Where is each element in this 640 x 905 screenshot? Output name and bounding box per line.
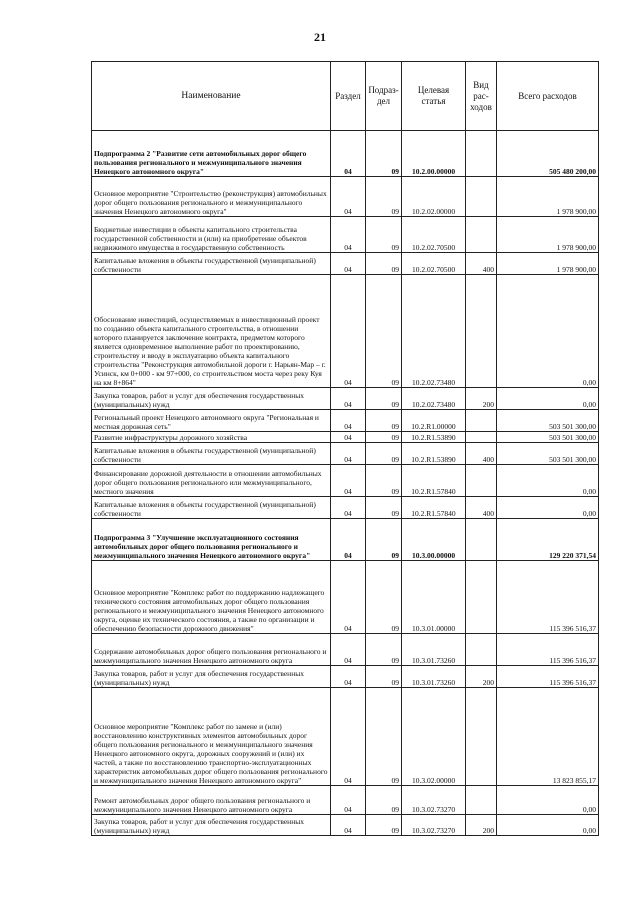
- row-section: 04: [331, 217, 366, 253]
- row-amount: 129 220 371,54: [497, 519, 599, 561]
- row-section: 04: [331, 786, 366, 815]
- row-target: 10.2.02.70500: [402, 253, 466, 275]
- row-target: 10.3.02.73270: [402, 815, 466, 836]
- row-target: 10.2.R1.53890: [402, 432, 466, 443]
- row-expense-type: 400: [466, 253, 497, 275]
- row-subsection: 09: [366, 465, 402, 497]
- table-header-row: [92, 62, 599, 131]
- row-name: Содержание автомобильных дорог общего пользования регионального и межмуниципального значения Ненецкого автономного округа: [92, 634, 331, 666]
- row-section: 04: [331, 688, 366, 786]
- row-target: 10.3.01.73260: [402, 666, 466, 688]
- table-row: [92, 275, 599, 388]
- row-name: Обоснование инвестиций, осуществляемых в инвестиционный проект по созданию объекта капитального строительства, в отношении которого планируется заключение контракта, предметом которого является одновременное выполнение работ по проектированию, строительству и вводу в эксплуатацию объекта капитального строительства "Реконструкция автомобильной дороги г. Нарьян-Мар – г. Усинск, км 0+000 - км 97+000, со строительством моста через реку Куя на км 8+864": [92, 275, 331, 388]
- table-row: [92, 388, 599, 410]
- row-expense-type: [466, 561, 497, 634]
- header-target: Целевая статья: [402, 62, 466, 131]
- row-section: 04: [331, 432, 366, 443]
- row-amount: 0,00: [497, 275, 599, 388]
- row-section: 04: [331, 443, 366, 465]
- row-name: Ремонт автомобильных дорог общего пользования регионального и межмуниципального значения Ненецкого автономного округа: [92, 786, 331, 815]
- row-amount: 1 978 900,00: [497, 217, 599, 253]
- row-name: Закупка товаров, работ и услуг для обеспечения государственных (муниципальных) нужд: [92, 815, 331, 836]
- row-subsection: 09: [366, 275, 402, 388]
- row-target: 10.3.02.73270: [402, 786, 466, 815]
- row-expense-type: [466, 177, 497, 217]
- table-row: [92, 519, 599, 561]
- row-target: 10.2.02.73480: [402, 388, 466, 410]
- row-section: 04: [331, 465, 366, 497]
- row-name: Финансирование дорожной деятельности в отношении автомобильных дорог общего пользования регионального или межмуниципального, местного значения: [92, 465, 331, 497]
- row-section: 04: [331, 131, 366, 177]
- table-row: [92, 217, 599, 253]
- row-subsection: 09: [366, 666, 402, 688]
- row-expense-type: [466, 519, 497, 561]
- table-row: [92, 688, 599, 786]
- row-name: Региональный проект Ненецкого автономного округа "Региональная и местная дорожная сеть": [92, 410, 331, 432]
- row-subsection: 09: [366, 519, 402, 561]
- row-subsection: 09: [366, 388, 402, 410]
- header-expense-type: Вид рас- ходов: [466, 62, 497, 131]
- row-section: 04: [331, 666, 366, 688]
- row-subsection: 09: [366, 432, 402, 443]
- row-expense-type: [466, 786, 497, 815]
- row-expense-type: 400: [466, 497, 497, 519]
- row-expense-type: [466, 688, 497, 786]
- row-name: Закупка товаров, работ и услуг для обеспечения государственных (муниципальных) нужд: [92, 666, 331, 688]
- table-row: [92, 177, 599, 217]
- row-name: Капитальные вложения в объекты государственной (муниципальной) собственности: [92, 253, 331, 275]
- row-section: 04: [331, 497, 366, 519]
- row-expense-type: [466, 410, 497, 432]
- table-row: [92, 410, 599, 432]
- row-name: Капитальные вложения в объекты государственной (муниципальной) собственности: [92, 443, 331, 465]
- row-subsection: 09: [366, 786, 402, 815]
- row-amount: 0,00: [497, 388, 599, 410]
- row-name: Подпрограмма 3 "Улучшение эксплуатационного состояния автомобильных дорог общего пользования регионального и межмуниципального значения Ненецкого автономного округа": [92, 519, 331, 561]
- table-row: [92, 634, 599, 666]
- row-expense-type: 400: [466, 443, 497, 465]
- row-amount: 505 480 200,00: [497, 131, 599, 177]
- row-amount: 503 501 300,00: [497, 443, 599, 465]
- row-subsection: 09: [366, 497, 402, 519]
- row-amount: 503 501 300,00: [497, 432, 599, 443]
- table-row: [92, 786, 599, 815]
- row-section: 04: [331, 275, 366, 388]
- row-target: 10.2.R1.57840: [402, 465, 466, 497]
- row-target: 10.2.00.00000: [402, 131, 466, 177]
- row-amount: 1 978 900,00: [497, 177, 599, 217]
- row-expense-type: 200: [466, 815, 497, 836]
- row-target: 10.3.01.00000: [402, 561, 466, 634]
- row-amount: 115 396 516,37: [497, 634, 599, 666]
- row-section: 04: [331, 177, 366, 217]
- row-subsection: 09: [366, 561, 402, 634]
- row-target: 10.3.00.00000: [402, 519, 466, 561]
- row-target: 10.2.R1.00000: [402, 410, 466, 432]
- row-name: Основное мероприятие "Комплекс работ по поддержанию надлежащего технического состояния автомобильных дорог общего пользования регионального и межмуниципального значения Ненецкого автономного округа, оценке их технического состояния, а также по организации и обеспечению безопасности дорожного движения": [92, 561, 331, 634]
- row-subsection: 09: [366, 253, 402, 275]
- row-subsection: 09: [366, 634, 402, 666]
- row-section: 04: [331, 634, 366, 666]
- header-section: Раздел: [331, 62, 366, 131]
- row-name: Закупка товаров, работ и услуг для обеспечения государственных (муниципальных) нужд: [92, 388, 331, 410]
- row-subsection: 09: [366, 688, 402, 786]
- table-row: [92, 815, 599, 836]
- row-expense-type: 200: [466, 388, 497, 410]
- table-row: [92, 253, 599, 275]
- row-amount: 0,00: [497, 465, 599, 497]
- row-amount: 115 396 516,37: [497, 666, 599, 688]
- row-amount: 0,00: [497, 786, 599, 815]
- row-target: 10.3.01.73260: [402, 634, 466, 666]
- row-amount: 13 823 855,17: [497, 688, 599, 786]
- row-expense-type: [466, 275, 497, 388]
- row-target: 10.2.02.73480: [402, 275, 466, 388]
- table-row: [92, 561, 599, 634]
- header-subsection: Подраз- дел: [366, 62, 402, 131]
- row-name: Основное мероприятие "Комплекс работ по замене и (или) восстановлению конструктивных элементов автомобильных дорог общего пользования регионального и межмуниципального значения Ненецкого автономного округа, дорожных сооружений и (или) их частей, а также по восстановлению транспортно-эксплуатационных характеристик автомобильных дорог общего пользования регионального и межмуниципального значения Ненецкого автономного округа": [92, 688, 331, 786]
- row-target: 10.2.R1.57840: [402, 497, 466, 519]
- row-expense-type: [466, 432, 497, 443]
- row-subsection: 09: [366, 443, 402, 465]
- header-name: Наименование: [92, 62, 331, 131]
- row-subsection: 09: [366, 410, 402, 432]
- row-expense-type: 200: [466, 666, 497, 688]
- expenditure-table: [91, 61, 599, 836]
- page-number: 21: [314, 30, 326, 44]
- row-amount: 0,00: [497, 497, 599, 519]
- row-subsection: 09: [366, 815, 402, 836]
- row-amount: 115 396 516,37: [497, 561, 599, 634]
- row-name: Основное мероприятие "Строительство (реконструкция) автомобильных дорог общего пользования регионального и межмуниципального значения Ненецкого автономного округа": [92, 177, 331, 217]
- row-section: 04: [331, 815, 366, 836]
- row-expense-type: [466, 131, 497, 177]
- row-section: 04: [331, 410, 366, 432]
- row-name: Бюджетные инвестиции в объекты капитального строительства государственной собственности и (или) на приобретение объектов недвижимого имущества в государственную собственность: [92, 217, 331, 253]
- table-row: [92, 443, 599, 465]
- row-section: 04: [331, 388, 366, 410]
- row-expense-type: [466, 634, 497, 666]
- row-amount: 503 501 300,00: [497, 410, 599, 432]
- row-subsection: 09: [366, 217, 402, 253]
- row-expense-type: [466, 217, 497, 253]
- table-row: [92, 432, 599, 443]
- row-amount: 1 978 900,00: [497, 253, 599, 275]
- row-target: 10.2.02.70500: [402, 217, 466, 253]
- row-target: 10.3.02.00000: [402, 688, 466, 786]
- row-target: 10.2.02.00000: [402, 177, 466, 217]
- table-row: [92, 666, 599, 688]
- row-expense-type: [466, 465, 497, 497]
- row-amount: 0,00: [497, 815, 599, 836]
- row-section: 04: [331, 253, 366, 275]
- row-subsection: 09: [366, 131, 402, 177]
- row-name: Развитие инфраструктуры дорожного хозяйства: [92, 432, 331, 443]
- row-name: Капитальные вложения в объекты государственной (муниципальной) собственности: [92, 497, 331, 519]
- table-row: [92, 497, 599, 519]
- row-section: 04: [331, 519, 366, 561]
- row-subsection: 09: [366, 177, 402, 217]
- table-row: [92, 131, 599, 177]
- row-name: Подпрограмма 2 "Развитие сети автомобильных дорог общего пользования регионального и межмуниципального значения Ненецкого автономного округа": [92, 131, 331, 177]
- row-section: 04: [331, 561, 366, 634]
- header-total: Всего расходов: [497, 62, 599, 131]
- row-target: 10.2.R1.53890: [402, 443, 466, 465]
- table-row: [92, 465, 599, 497]
